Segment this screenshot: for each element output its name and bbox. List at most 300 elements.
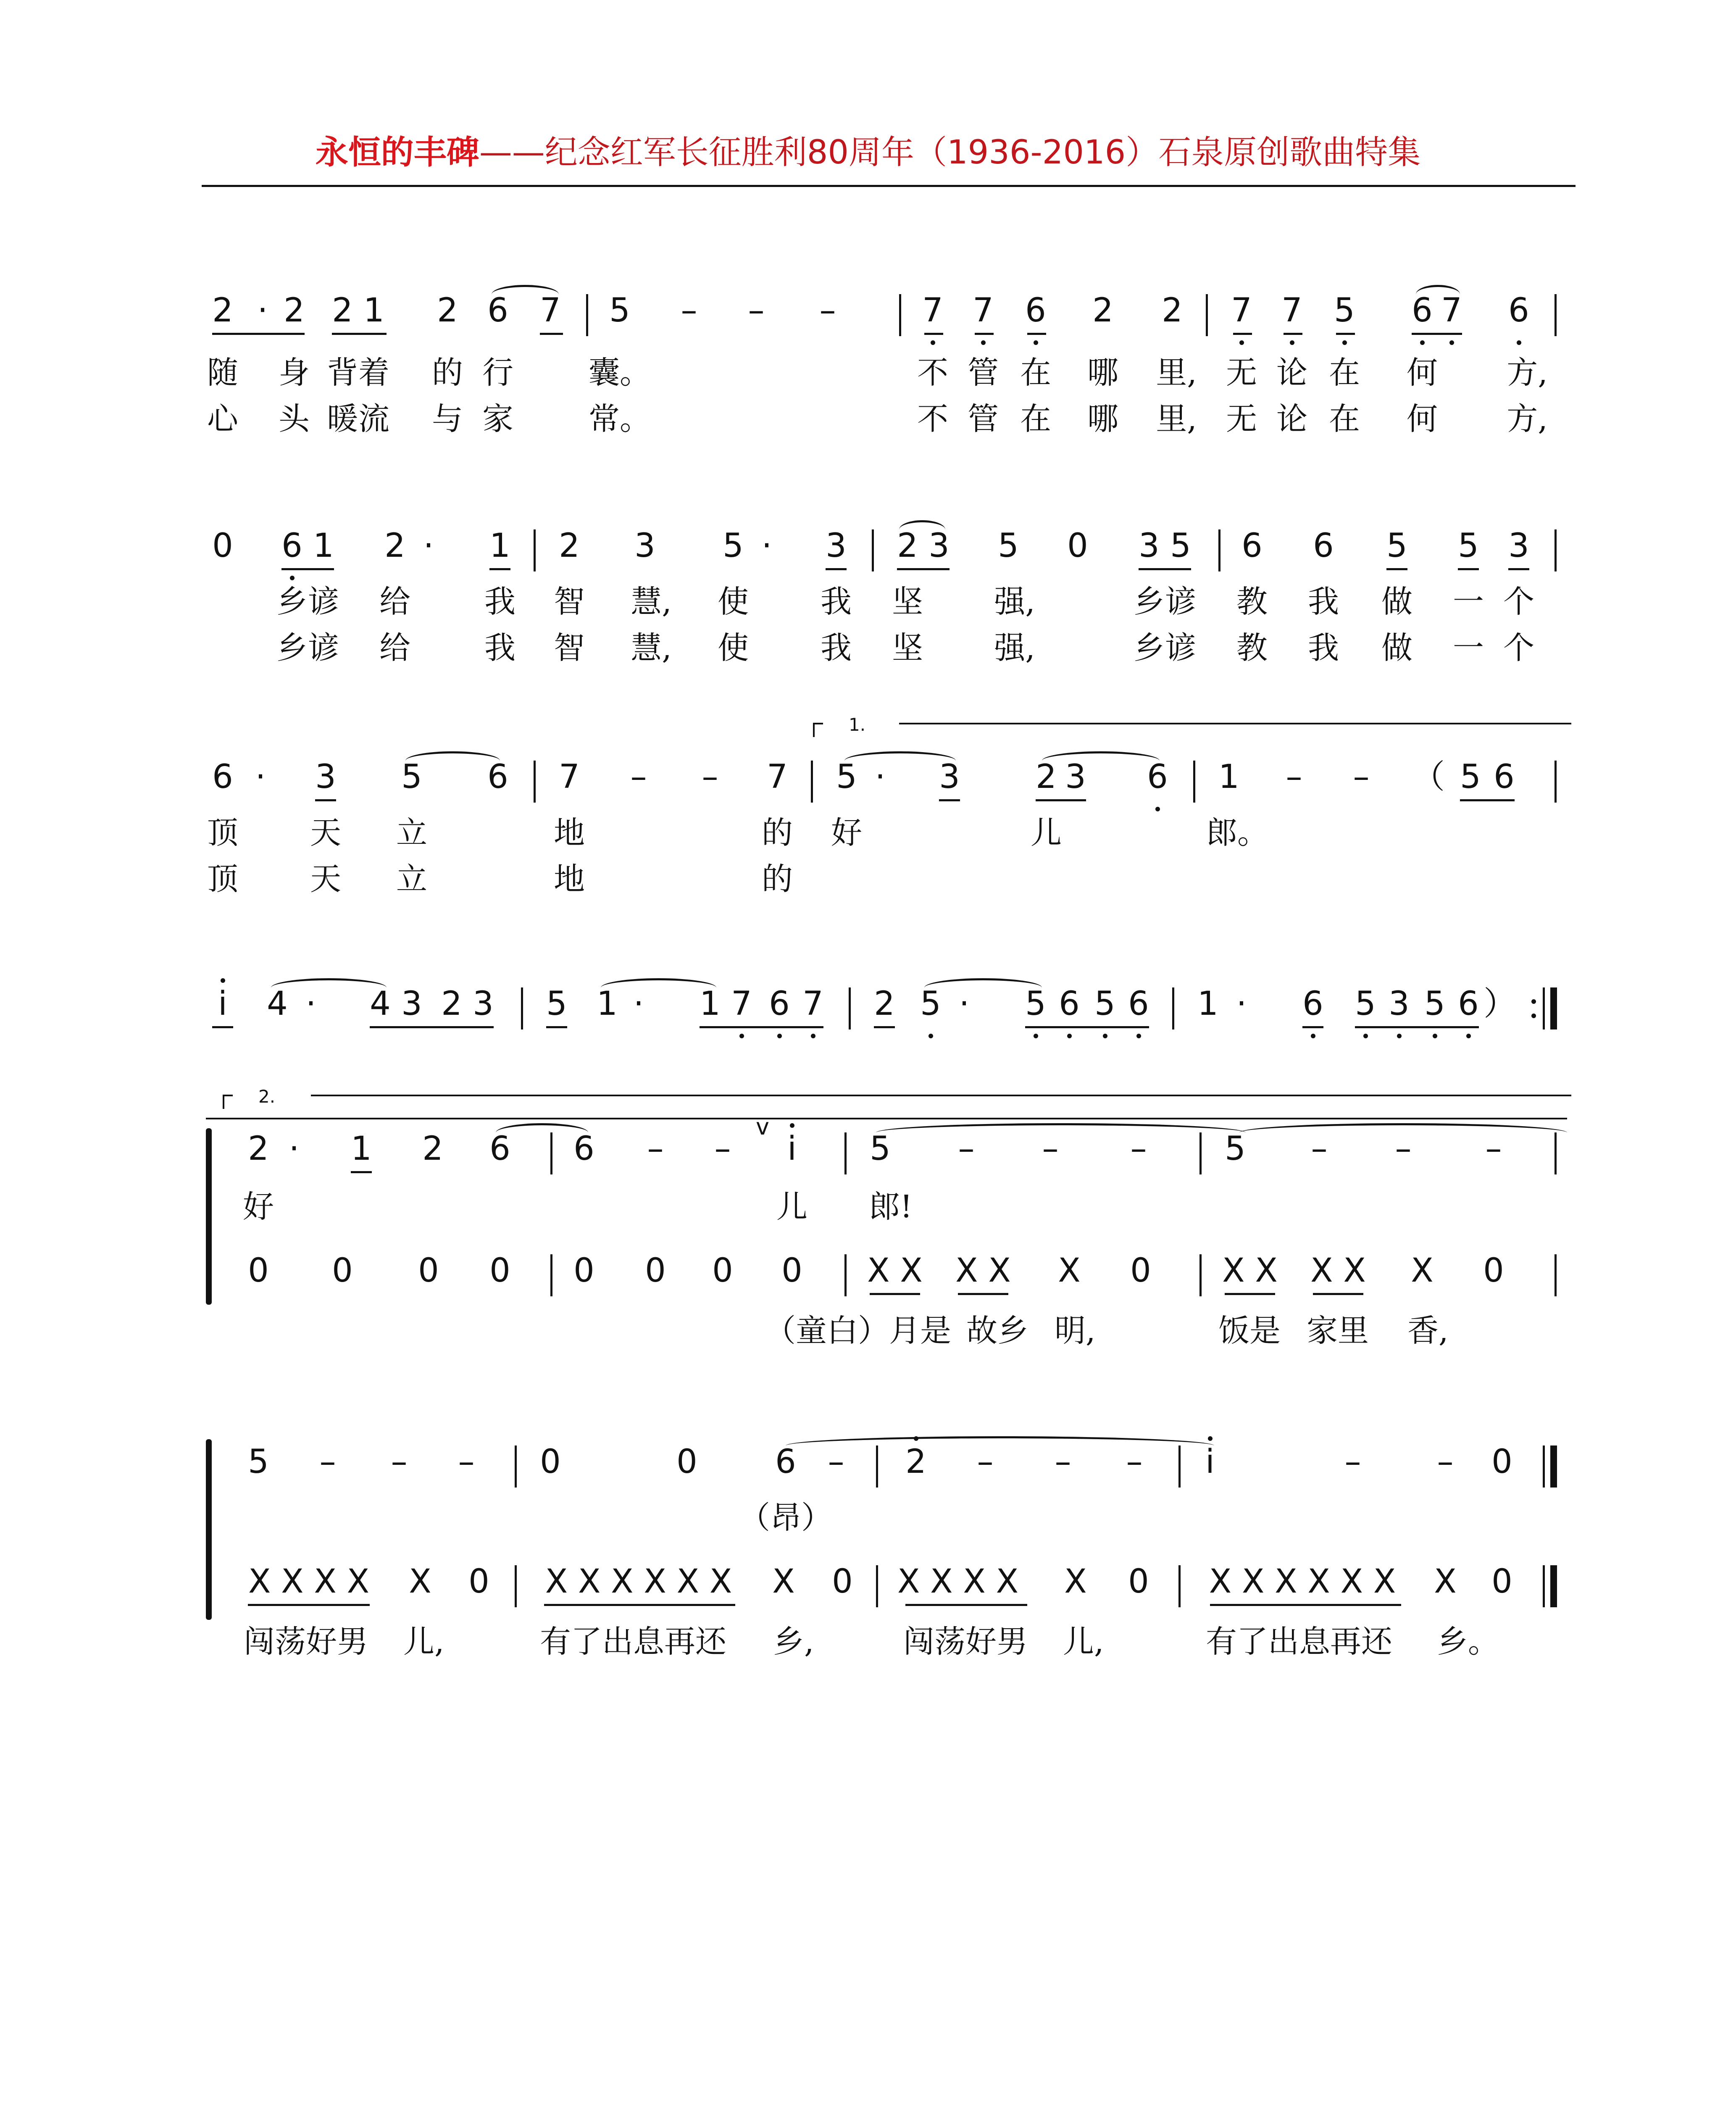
barline <box>1193 761 1195 803</box>
lyric: 何 <box>1407 401 1438 437</box>
lyric: 的 <box>762 815 793 851</box>
barline <box>515 1565 517 1607</box>
lyric: 方, <box>1507 401 1548 437</box>
lyric: 智 <box>554 630 585 666</box>
note: 7 <box>540 292 561 329</box>
barline <box>872 529 874 571</box>
note: 2 <box>441 985 462 1023</box>
rest: 0 <box>489 1252 510 1290</box>
underline <box>1225 1293 1275 1295</box>
lyric: 慧, <box>631 584 672 620</box>
low-dot <box>1067 1034 1072 1038</box>
note: 6 <box>573 1130 594 1168</box>
note: 1 <box>363 292 384 329</box>
note: 1 <box>489 527 510 565</box>
underline <box>1386 568 1407 570</box>
slur <box>786 1436 1214 1455</box>
note: 5 <box>1025 985 1046 1023</box>
note: 2 <box>1036 758 1057 796</box>
underline <box>939 799 960 801</box>
rest: 0 <box>1128 1563 1149 1601</box>
lyric: （昂） <box>739 1500 832 1536</box>
barline <box>849 987 851 1029</box>
underline <box>351 1171 372 1173</box>
note: 7 <box>1231 292 1252 329</box>
rest: 0 <box>645 1252 666 1290</box>
note: 6 <box>487 758 508 796</box>
lyric: 乡, <box>773 1624 814 1660</box>
lyric: 囊。 <box>589 355 651 391</box>
rhythm-x: X <box>772 1563 795 1601</box>
final-barline <box>1550 1445 1557 1488</box>
low-dot <box>928 1034 933 1038</box>
system-2-lyrics-1 <box>0 584 1736 620</box>
lyric: 头 <box>279 401 310 437</box>
lyric: （童白）月是 <box>765 1313 951 1349</box>
barline <box>1555 761 1557 803</box>
lyric: 智 <box>554 584 585 620</box>
barline <box>1199 1254 1202 1296</box>
underline <box>975 333 994 335</box>
low-dot <box>1239 340 1244 345</box>
lyric: 我 <box>821 584 852 620</box>
system-1-lyrics-2 <box>0 401 1736 437</box>
lyric: 我 <box>1308 584 1339 620</box>
low-dot <box>290 576 295 580</box>
rhythm-x: X <box>1058 1252 1081 1290</box>
lyric: 郎! <box>869 1189 913 1225</box>
underline <box>546 1026 567 1028</box>
lyric: 教 <box>1236 630 1268 666</box>
note: 5 <box>1094 985 1115 1023</box>
note: 2 <box>1092 292 1113 329</box>
header-title-rest: ——纪念红军长征胜利80周年（1936-2016）石泉原创歌曲特集 <box>479 134 1421 171</box>
dash: – <box>714 1130 731 1168</box>
lyric: 明, <box>1055 1313 1096 1349</box>
note: 3 <box>634 527 655 565</box>
note: 5 <box>920 985 941 1023</box>
dash: – <box>958 1130 975 1168</box>
final-barline <box>1550 1565 1557 1607</box>
low-dot <box>1103 1034 1107 1038</box>
volta-line-2 <box>311 1095 1571 1096</box>
slur <box>492 285 559 304</box>
lyric: 好 <box>831 815 862 851</box>
rest: 0 <box>248 1252 269 1290</box>
lyric: 天 <box>310 861 341 897</box>
lyric: 心 <box>207 401 238 437</box>
low-dot <box>1311 1034 1315 1038</box>
barline <box>1218 529 1220 571</box>
barline <box>534 761 536 803</box>
note: 2 <box>212 292 233 329</box>
rest: 0 <box>1491 1443 1512 1481</box>
dot-aug: · <box>633 985 644 1023</box>
lyric: 地 <box>554 815 585 851</box>
lyric: 家 <box>482 401 513 437</box>
lyric: 天 <box>310 815 341 851</box>
lyric: 着 <box>358 355 389 391</box>
high-dot <box>221 978 225 983</box>
lyric: 在 <box>1020 355 1051 391</box>
dash: – <box>1286 758 1302 796</box>
barline <box>899 294 901 336</box>
underline <box>1036 799 1086 801</box>
underline <box>1336 333 1355 335</box>
rhythm-x: X X X X X X <box>545 1563 732 1601</box>
slur <box>271 978 387 997</box>
dash: – <box>748 292 765 329</box>
slur <box>405 751 500 770</box>
underline <box>281 568 334 570</box>
note: 5 <box>1334 292 1355 329</box>
lyric: 给 <box>379 630 410 666</box>
lyric: 顶 <box>207 815 238 851</box>
system-1-lyrics-1 <box>0 355 1736 391</box>
note-high-1: i <box>787 1130 797 1168</box>
lyric: 家里 <box>1307 1313 1369 1349</box>
barline <box>844 1132 847 1174</box>
note: 6 <box>1508 292 1529 329</box>
barline <box>521 987 523 1029</box>
dash: – <box>1395 1130 1412 1168</box>
note: 2 <box>874 985 895 1023</box>
dash: – <box>391 1443 408 1481</box>
rhythm-x: X X X X <box>897 1563 1019 1601</box>
barline <box>876 1565 878 1607</box>
low-dot <box>1517 340 1521 345</box>
rhythm-x: X X <box>955 1252 1011 1290</box>
lyric: 论 <box>1276 401 1307 437</box>
system-5-lower <box>0 1252 1736 1290</box>
note: 6 <box>489 1130 510 1168</box>
note: 6 <box>1313 527 1334 565</box>
rhythm-x: X <box>1434 1563 1457 1601</box>
note: 5 <box>1460 758 1481 796</box>
note: 6 <box>775 1443 796 1481</box>
note: 7 <box>1441 292 1462 329</box>
note: 3 <box>826 527 847 565</box>
lyric: 立 <box>396 861 427 897</box>
dash: – <box>1126 1443 1143 1481</box>
rest: 0 <box>781 1252 802 1290</box>
note: 7 <box>922 292 943 329</box>
header-rule <box>202 185 1576 187</box>
dot-aug: · <box>289 1130 300 1168</box>
rhythm-x: X X <box>1222 1252 1278 1290</box>
volta-label-1: 1. <box>849 714 866 735</box>
tie-line <box>206 1118 1567 1119</box>
underline <box>544 1604 735 1606</box>
system-6-upper <box>0 1443 1736 1481</box>
high-dot <box>1208 1436 1213 1441</box>
underline <box>874 1026 895 1028</box>
underline <box>332 333 387 335</box>
note: 4 <box>370 985 391 1023</box>
system-5-upper <box>0 1114 1736 1168</box>
paren: ） <box>1483 985 1517 1023</box>
note: 5 <box>609 292 630 329</box>
lyric: 我 <box>821 630 852 666</box>
barline <box>1543 987 1545 1029</box>
lyric: 行 <box>482 355 513 391</box>
low-dot <box>1433 1034 1437 1038</box>
note: 5 <box>1170 527 1191 565</box>
low-dot <box>1420 340 1425 345</box>
lyric: 哪 <box>1087 355 1118 391</box>
system-brace <box>206 1128 212 1305</box>
lyric: 何 <box>1407 355 1438 391</box>
note: 2 <box>248 1130 269 1168</box>
underline <box>905 1604 1027 1606</box>
lyric: 在 <box>1329 401 1360 437</box>
underline <box>248 1604 370 1606</box>
note: 2 <box>897 527 918 565</box>
dash: – <box>977 1443 994 1481</box>
system-5-upper-lyrics <box>0 1189 1736 1225</box>
note: 2 <box>559 527 580 565</box>
low-dot <box>1136 1034 1141 1038</box>
barline <box>811 761 813 803</box>
lyric: 在 <box>1329 355 1360 391</box>
lyric: 随 <box>207 355 238 391</box>
lyric: 个 <box>1503 584 1534 620</box>
volta-label-2: 2. <box>258 1086 276 1107</box>
note: 2 <box>437 292 458 329</box>
note: 6 <box>769 985 790 1023</box>
barline <box>1172 987 1174 1029</box>
lyric: 教 <box>1236 584 1268 620</box>
lyric: 故乡 <box>966 1313 1028 1349</box>
system-5-lower-lyrics <box>0 1313 1736 1349</box>
rest: 0 <box>1130 1252 1151 1290</box>
lyric: 坚 <box>892 630 923 666</box>
underline <box>1284 333 1302 335</box>
lyric: 使 <box>718 584 749 620</box>
lyric: 给 <box>379 584 410 620</box>
dot-aug: · <box>875 758 886 796</box>
lyric: 暖 <box>327 401 358 437</box>
volta-bracket-1 <box>813 723 823 737</box>
underline <box>489 568 510 570</box>
dot-aug: · <box>959 985 970 1023</box>
note: 1 <box>313 527 334 565</box>
paren: （ <box>1412 758 1445 796</box>
note: 3 <box>928 527 950 565</box>
note: 4 <box>267 985 288 1023</box>
system-2-lyrics-2 <box>0 630 1736 666</box>
system-brace <box>206 1439 212 1620</box>
note: 5 <box>870 1130 891 1168</box>
lyric: 闯荡好男 <box>244 1624 368 1660</box>
breath-mark: v <box>756 1114 769 1140</box>
note: 2 <box>422 1130 443 1168</box>
rest: 0 <box>1483 1252 1504 1290</box>
lyric: 管 <box>968 355 999 391</box>
slur <box>924 978 1042 997</box>
dot-aug: · <box>255 758 266 796</box>
rest: 0 <box>676 1443 697 1481</box>
low-dot <box>981 340 986 345</box>
low-dot <box>1155 807 1160 811</box>
underline <box>958 1293 1008 1295</box>
note: 6 <box>487 292 508 329</box>
underline <box>1210 1604 1401 1606</box>
lyric: 乡 <box>276 630 308 666</box>
underline <box>212 1026 233 1028</box>
lyric: 顶 <box>207 861 238 897</box>
note-high-2: 2 <box>905 1443 926 1481</box>
repeat-dot <box>1531 999 1536 1004</box>
lyric: 无 <box>1226 355 1257 391</box>
lyric: 里, <box>1156 355 1197 391</box>
underline <box>1412 333 1462 335</box>
lyric: 谚 <box>1165 630 1196 666</box>
lyric: 一 <box>1453 630 1484 666</box>
note: 3 <box>315 758 336 796</box>
lyric: 里, <box>1156 401 1197 437</box>
note: · <box>257 292 268 329</box>
note: 5 <box>1458 527 1479 565</box>
note: 7 <box>731 985 752 1023</box>
lyric: 坚 <box>892 584 923 620</box>
underline <box>700 1026 823 1028</box>
lyric: 一 <box>1453 584 1484 620</box>
note: 5 <box>248 1443 269 1481</box>
system-6-upper-lyrics <box>0 1500 1736 1536</box>
note: 6 <box>1128 985 1149 1023</box>
underline <box>212 333 305 335</box>
dot-aug: · <box>423 527 434 565</box>
note: 6 <box>1412 292 1433 329</box>
lyric: 强, <box>994 630 1035 666</box>
lyric: 流 <box>358 401 389 437</box>
dash: – <box>1353 758 1370 796</box>
barline <box>586 294 588 336</box>
note: 1 <box>351 1130 372 1168</box>
note: 2 <box>284 292 305 329</box>
low-dot <box>1397 1034 1402 1038</box>
slur <box>876 1123 1246 1142</box>
note: 1 <box>597 985 618 1023</box>
note: 5 <box>546 985 567 1023</box>
slur <box>496 1123 588 1142</box>
lyric: 有了出息再还 <box>1206 1624 1392 1660</box>
note: 3 <box>1508 527 1529 565</box>
low-dot <box>1449 340 1454 345</box>
dot-aug: · <box>761 527 772 565</box>
note: 5 <box>401 758 422 796</box>
dash: – <box>1055 1443 1071 1481</box>
rhythm-x: X <box>1411 1252 1434 1290</box>
underline <box>1233 333 1252 335</box>
underline <box>540 333 563 335</box>
note: 5 <box>836 758 857 796</box>
note: 6 <box>1059 985 1080 1023</box>
rhythm-x: X X <box>867 1252 923 1290</box>
lyric: 儿, <box>1063 1624 1104 1660</box>
barline <box>1555 529 1557 571</box>
lyric: 强, <box>994 584 1035 620</box>
note: 2 <box>1162 292 1183 329</box>
lyric: 使 <box>718 630 749 666</box>
lyric: 无 <box>1226 401 1257 437</box>
low-dot <box>739 1034 744 1038</box>
barline <box>534 529 536 571</box>
note: 6 <box>1147 758 1168 796</box>
low-dot <box>1342 340 1347 345</box>
lyric: 谚 <box>1165 584 1196 620</box>
lyric: 乡 <box>1134 584 1165 620</box>
note: 6 <box>1025 292 1046 329</box>
barline <box>1543 1445 1545 1488</box>
dash: – <box>828 1443 844 1481</box>
barline <box>844 1254 847 1296</box>
low-dot <box>931 340 935 345</box>
note: 1 <box>1218 758 1239 796</box>
lyric: 儿 <box>1031 815 1062 851</box>
lyric: 乡 <box>1134 630 1165 666</box>
volta-line-1 <box>899 723 1571 724</box>
system-6-lower <box>0 1563 1736 1601</box>
dash: – <box>1437 1443 1454 1481</box>
barline <box>1543 1565 1545 1607</box>
slur <box>1042 751 1160 770</box>
high-dot <box>790 1123 794 1128</box>
underline <box>870 1293 920 1295</box>
lyric: 饭是 <box>1218 1313 1281 1349</box>
lyric: 慧, <box>631 630 672 666</box>
rest: 0 <box>418 1252 439 1290</box>
lyric: 郎。 <box>1206 815 1268 851</box>
underline <box>1508 568 1529 570</box>
dash: – <box>1344 1443 1361 1481</box>
dash: – <box>647 1130 664 1168</box>
lyric: 地 <box>554 861 585 897</box>
note: 7 <box>1281 292 1302 329</box>
low-dot <box>1034 340 1038 345</box>
rhythm-x: X X <box>1310 1252 1366 1290</box>
lyric: 有了出息再还 <box>540 1624 726 1660</box>
system-2 <box>0 527 1736 565</box>
volta-bracket-2 <box>223 1095 233 1109</box>
underline <box>826 568 847 570</box>
dash: – <box>1130 1130 1147 1168</box>
barline <box>550 1254 552 1296</box>
lyric: 管 <box>968 401 999 437</box>
underline <box>1460 799 1515 801</box>
lyric: 乡。 <box>1437 1624 1499 1660</box>
dash: – <box>458 1443 475 1481</box>
lyric: 乡 <box>276 584 308 620</box>
lyric: 谚 <box>308 630 339 666</box>
lyric: 方, <box>1507 355 1548 391</box>
lyric: 背 <box>327 355 358 391</box>
note: 3 <box>401 985 422 1023</box>
repeat-dot <box>1531 1014 1536 1018</box>
note: 6 <box>212 758 233 796</box>
note: 6 <box>1458 985 1479 1023</box>
note: 2 <box>332 292 353 329</box>
rest: 0 <box>712 1252 733 1290</box>
note: 5 <box>1424 985 1445 1023</box>
underline <box>897 568 950 570</box>
note: 6 <box>1494 758 1515 796</box>
underline <box>315 799 336 801</box>
underline <box>1313 1293 1363 1295</box>
slur <box>601 978 716 997</box>
lyric: 个 <box>1503 630 1534 666</box>
